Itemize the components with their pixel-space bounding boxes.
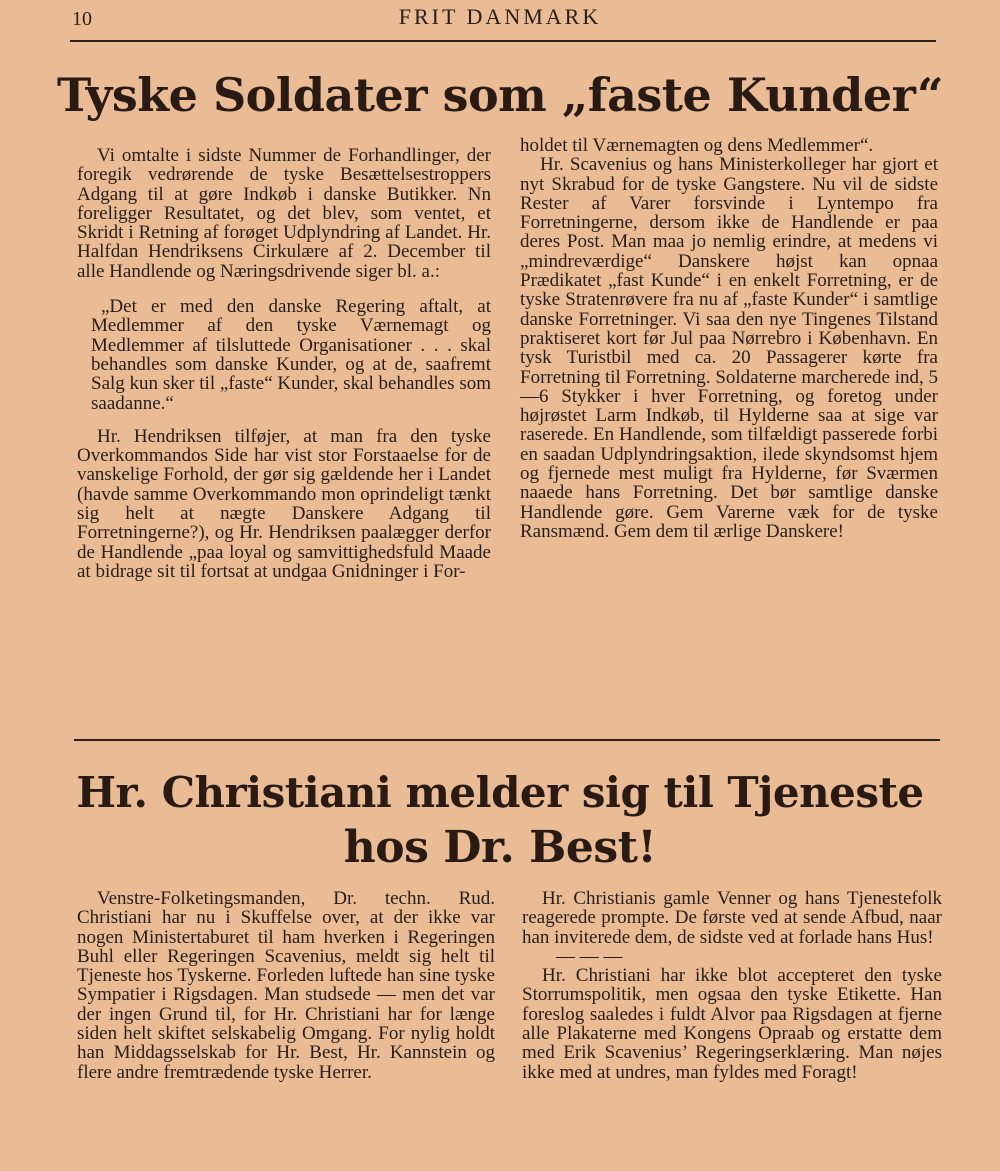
masthead: FRIT DANMARK: [398, 4, 602, 29]
article2-right-column: [522, 889, 942, 1082]
article2-right-p2: Hr. Christiani har ikke blot accepteret den tyske Storrumspolitik, men ogsaa den tyske Etikette. Han foreslog saaledes i fuldt Alvor paa Rigsdagen at fjerne alle Plakaterne med Kongens Opraab og erstatte dem med Erik Scavenius’ Regeringserklæring. Man nøjes ikke med at undres, man fyldes med Foragt!: [522, 965, 942, 1083]
article1-left-p1: Vi omtalte i sidste Nummer de Forhandlinger, der foregik vedrørende de tyske Besættelsestroppers Adgang til at gøre Indkøb i danske Butikker. Nn foreligger Resultatet, og det blev, som ventet, et Skridt i Retning af forøget Udplyndring af Landet. Hr. Halfdan Hendriksens Cirkulære af 2. December til alle Handlende og Næringsdrivende siger bl. a.:: [77, 145, 491, 282]
article1-right-column: [520, 136, 938, 541]
article1-quote: „Det er med den danske Regering aftalt, at Medlemmer af den tyske Værnemagt og Medlemmer af tilsluttede Organisationer . . . skal behandles som danske Kunder, og at de, saafremt Salg kun sker til „faste“ Kunder, skal behandles som saadanne.“: [91, 296, 491, 414]
article2-left-column: [77, 889, 495, 1082]
article1-left-p2: Hr. Hendriksen tilføjer, at man fra den tyske Overkommandos Side har vist stor Forstaaelse for de vanskelige Forhold, der gør sig gældende her i Landet (havde samme Overkommando mon oprindeligt tænkt sig helt at nægte Danskere Adgang til Forretningerne?), og Hr. Hendriksen paalægger derfor de Handlende „paa loyal og samvittighedsfuld Maade at bidrage sit til fortsat at undgaa Gnidninger i For-: [77, 425, 491, 582]
header-rule: [70, 40, 936, 42]
article2-headline-line1: Hr. Christiani melder sig til Tjeneste: [76, 768, 924, 817]
article2-headline-line2: hos Dr. Best!: [343, 822, 657, 873]
article2-left-p1: Venstre-Folketingsmanden, Dr. techn. Rud. Christiani har nu i Skuffelse over, at der ikke var nogen Ministertaburet til ham hverken i Regeringen Buhl eller Regeringen Scavenius, meldt sig helt til Tjeneste hos Tyskerne. Forleden luftede han sine tyske Sympatier i Rigsdagen. Man studsede — men det var der ingen Grund til, for Hr. Christiani har for længe siden helt skiftet selskabelig Omgang. For nylig holdt han Middagsselskab for Hr. Best, Hr. Kannstein og flere andre fremtrædende tyske Herrer.: [77, 888, 495, 1083]
article1-left-column: [77, 146, 491, 581]
article1-right-p1: holdet til Værnemagten og dens Medlemmer“.: [520, 135, 874, 156]
article-separator-rule: [74, 739, 940, 741]
article2-divider: — — —: [556, 945, 623, 967]
article1-right-p2: Hr. Scavenius og hans Ministerkolleger har gjort et nyt Skrabud for de tyske Gangstere. Nu vil de sidste Rester af Varer forsvinde i Lyntempo fra Forretningerne, dersom ikke de Handlende er paa deres Post. Man maa jo nemlig erindre, at medens vi „mindreværdige“ Danskere højst kan opnaa Prædikatet „fast Kunde“ i en enkelt Forretning, er de tyske Stratenrøvere fra nu af „faste Kunder“ i samtlige danske Forretninger. Vi saa den nye Tingenes Tilstand praktiseret kort før Jul paa Nørrebro i København. En tysk Turistbil med ca. 20 Passagerer kørte fra Forretning til Forretning. Soldaterne marcherede ind, 5—6 Stykker i hver Forretning, og foretog under højrøstet Larm Indkøb, til Hylderne saa at sige var raserede. En Handlende, som tilfældigt passerede forbi en saadan Udplyndringsaktion, ilede skyndsomst hjem og fjernede mest muligt fra Hylderne, før Sværmen naaede hans Forretning. Det bør samtlige danske Handlende gøre. Gem Varerne væk for de tyske Ransmænd. Gem dem til ærlige Danskere!: [520, 154, 938, 542]
page-number: 10: [72, 8, 92, 30]
article1-headline: Tyske Soldater som „faste Kunder“: [57, 68, 943, 122]
article2-right-p1: Hr. Christianis gamle Venner og hans Tjenestefolk reagerede prompte. De første ved at sende Afbud, naar han inviterede dem, de sidste ved at forlade hans Hus!: [522, 888, 942, 948]
